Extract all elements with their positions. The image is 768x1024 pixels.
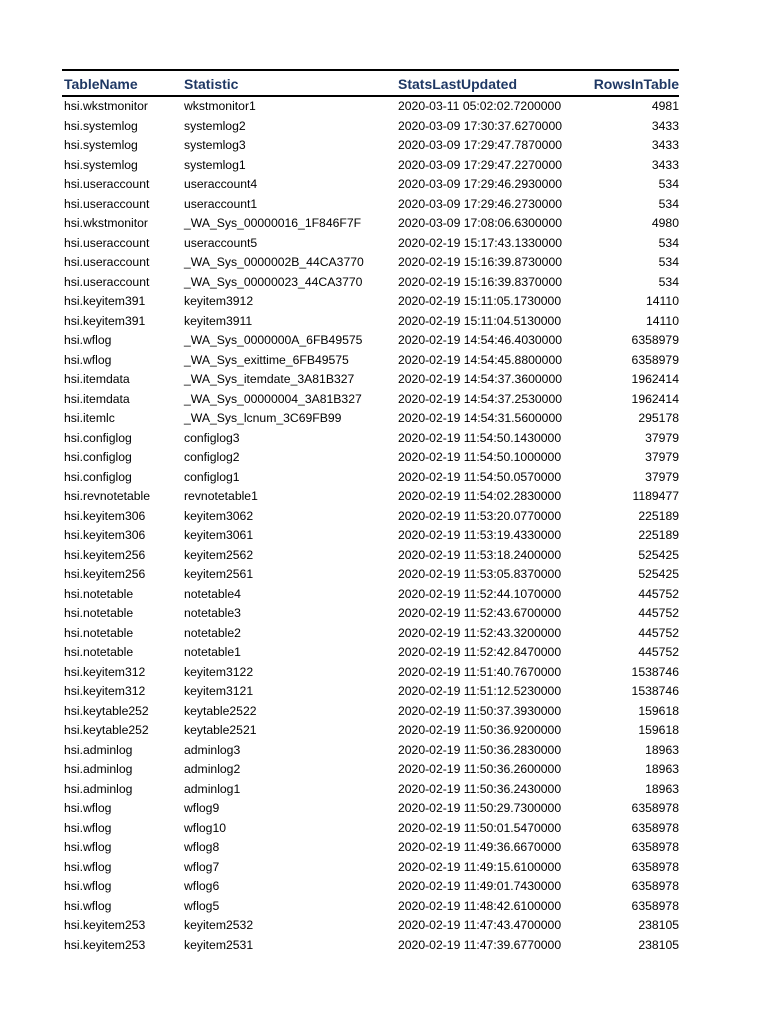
cell-rows-in-table: 534 xyxy=(658,235,679,250)
header-row xyxy=(62,70,679,96)
table-row xyxy=(62,331,679,351)
cell-stats-last-updated: 2020-02-19 11:47:39.6770000 xyxy=(398,937,562,952)
cell-table-name: hsi.useraccount xyxy=(64,274,150,289)
cell-statistic: wkstmonitor1 xyxy=(184,99,256,113)
cell-table-name: hsi.adminlog xyxy=(64,781,133,796)
cell-rows-in-table: 445752 xyxy=(638,645,679,659)
header-rows-in-table: RowsInTable xyxy=(576,70,679,96)
cell-statistic: adminlog2 xyxy=(184,762,241,776)
cell-rows-in-table: 18963 xyxy=(645,742,679,757)
cell-statistic: keyitem3122 xyxy=(184,664,254,679)
cell-stats-last-updated: 2020-02-19 11:50:01.5470000 xyxy=(398,820,562,835)
cell-table-name: hsi.keyitem312 xyxy=(64,684,146,698)
cell-table-name: hsi.notetable xyxy=(64,586,134,601)
cell-statistic: systemlog1 xyxy=(184,157,246,172)
cell-table-name: hsi.wflog xyxy=(64,820,112,835)
cell-table-name: hsi.wflog xyxy=(64,352,112,367)
table-body xyxy=(62,96,679,955)
header-stats-last-updated: StatsLastUpdated xyxy=(396,70,576,96)
table-row xyxy=(62,643,679,663)
cell-table-name: hsi.configlog xyxy=(64,469,132,484)
cell-table-name: hsi.wflog xyxy=(64,801,112,815)
table-row xyxy=(62,234,679,254)
table-row xyxy=(62,351,679,371)
cell-statistic: _WA_Sys_00000023_44CA3770 xyxy=(184,274,363,289)
table-row xyxy=(62,780,679,800)
cell-rows-in-table: 6358979 xyxy=(631,352,679,367)
cell-table-name: hsi.systemlog xyxy=(64,118,138,133)
header-table-name: TableName xyxy=(62,70,182,96)
stats-sheet xyxy=(62,69,679,955)
cell-table-name: hsi.notetable xyxy=(64,606,134,620)
cell-table-name: hsi.configlog xyxy=(64,450,132,464)
table-row xyxy=(62,916,679,936)
cell-table-name: hsi.systemlog xyxy=(64,157,138,172)
cell-rows-in-table: 37979 xyxy=(645,430,679,445)
cell-statistic: configlog1 xyxy=(184,469,240,484)
cell-rows-in-table: 1189477 xyxy=(632,489,679,503)
cell-rows-in-table: 534 xyxy=(658,255,679,269)
cell-table-name: hsi.useraccount xyxy=(64,177,150,191)
table-row xyxy=(62,682,679,702)
cell-statistic: wflog6 xyxy=(184,879,220,893)
cell-stats-last-updated: 2020-03-09 17:29:47.7870000 xyxy=(398,138,563,152)
cell-table-name: hsi.keyitem391 xyxy=(64,313,146,328)
cell-stats-last-updated: 2020-02-19 11:50:36.9200000 xyxy=(398,723,562,737)
cell-statistic: keyitem3061 xyxy=(184,528,254,542)
cell-stats-last-updated: 2020-02-19 14:54:45.8800000 xyxy=(398,352,563,367)
table-row xyxy=(62,292,679,312)
cell-table-name: hsi.keyitem253 xyxy=(64,918,146,932)
table-row xyxy=(62,273,679,293)
cell-statistic: _WA_Sys_00000004_3A81B327 xyxy=(184,391,362,406)
cell-table-name: hsi.itemdata xyxy=(64,391,130,406)
cell-stats-last-updated: 2020-02-19 11:52:43.6700000 xyxy=(398,606,562,620)
cell-rows-in-table: 6358978 xyxy=(631,840,679,854)
cell-rows-in-table: 37979 xyxy=(645,450,679,464)
cell-statistic: configlog3 xyxy=(184,430,240,445)
cell-statistic: keyitem3062 xyxy=(184,508,254,523)
cell-stats-last-updated: 2020-02-19 15:16:39.8370000 xyxy=(398,274,563,289)
cell-rows-in-table: 534 xyxy=(658,274,679,289)
table-row xyxy=(62,721,679,741)
table-row xyxy=(62,312,679,332)
cell-statistic: adminlog1 xyxy=(184,781,241,796)
cell-rows-in-table: 159618 xyxy=(638,723,679,737)
cell-rows-in-table: 6358978 xyxy=(631,898,679,913)
table-row xyxy=(62,858,679,878)
cell-statistic: useraccount5 xyxy=(184,235,258,250)
cell-stats-last-updated: 2020-02-19 11:51:40.7670000 xyxy=(398,664,562,679)
cell-table-name: hsi.systemlog xyxy=(64,138,138,152)
cell-table-name: hsi.keyitem391 xyxy=(64,294,146,308)
cell-stats-last-updated: 2020-02-19 11:54:50.0570000 xyxy=(398,469,562,484)
cell-rows-in-table: 525425 xyxy=(638,547,679,562)
cell-statistic: wflog5 xyxy=(184,898,220,913)
cell-statistic: _WA_Sys_itemdate_3A81B327 xyxy=(184,372,355,386)
cell-statistic: useraccount4 xyxy=(184,177,258,191)
table-row xyxy=(62,877,679,897)
cell-table-name: hsi.revnotetable xyxy=(64,489,151,503)
cell-stats-last-updated: 2020-02-19 11:49:01.7430000 xyxy=(398,879,562,893)
cell-table-name: hsi.notetable xyxy=(64,645,134,659)
cell-rows-in-table: 445752 xyxy=(638,586,679,601)
cell-stats-last-updated: 2020-02-19 14:54:31.5600000 xyxy=(398,411,563,425)
table-row xyxy=(62,897,679,917)
cell-rows-in-table: 6358979 xyxy=(631,333,679,347)
cell-rows-in-table: 3433 xyxy=(651,118,679,133)
table-row xyxy=(62,96,679,117)
cell-rows-in-table: 18963 xyxy=(645,781,679,796)
cell-statistic: wflog9 xyxy=(184,801,220,815)
table-row xyxy=(62,565,679,585)
cell-stats-last-updated: 2020-02-19 11:50:36.2600000 xyxy=(398,762,562,776)
cell-stats-last-updated: 2020-02-19 11:53:20.0770000 xyxy=(398,508,562,523)
cell-rows-in-table: 225189 xyxy=(638,528,679,542)
cell-table-name: hsi.itemdata xyxy=(64,372,130,386)
table-row xyxy=(62,136,679,156)
cell-table-name: hsi.wflog xyxy=(64,898,112,913)
cell-stats-last-updated: 2020-03-09 17:29:46.2730000 xyxy=(398,196,563,211)
cell-statistic: revnotetable1 xyxy=(184,489,258,503)
cell-table-name: hsi.notetable xyxy=(64,625,134,640)
cell-stats-last-updated: 2020-02-19 11:54:50.1430000 xyxy=(398,430,562,445)
cell-table-name: hsi.configlog xyxy=(64,430,132,445)
header-statistic: Statistic xyxy=(182,70,396,96)
cell-rows-in-table: 6358978 xyxy=(631,820,679,835)
cell-rows-in-table: 1962414 xyxy=(631,391,679,406)
cell-rows-in-table: 14110 xyxy=(646,294,679,308)
cell-stats-last-updated: 2020-02-19 11:47:43.4700000 xyxy=(398,918,562,932)
table-row xyxy=(62,468,679,488)
cell-table-name: hsi.wkstmonitor xyxy=(64,216,148,230)
cell-statistic: keytable2521 xyxy=(184,723,257,737)
cell-stats-last-updated: 2020-02-19 11:54:02.2830000 xyxy=(398,489,562,503)
cell-table-name: hsi.useraccount xyxy=(64,196,150,211)
cell-statistic: keyitem3912 xyxy=(184,294,254,308)
table-row xyxy=(62,546,679,566)
cell-stats-last-updated: 2020-02-19 15:11:04.5130000 xyxy=(398,313,562,328)
cell-stats-last-updated: 2020-03-11 05:02:02.7200000 xyxy=(398,99,562,113)
cell-statistic: _WA_Sys_lcnum_3C69FB99 xyxy=(184,411,342,425)
cell-stats-last-updated: 2020-02-19 11:52:43.3200000 xyxy=(398,625,562,640)
cell-statistic: keyitem2532 xyxy=(184,918,254,932)
cell-statistic: wflog8 xyxy=(184,840,220,854)
cell-table-name: hsi.wflog xyxy=(64,859,112,874)
cell-statistic: _WA_Sys_0000000A_6FB49575 xyxy=(184,333,363,347)
cell-stats-last-updated: 2020-02-19 14:54:37.3600000 xyxy=(398,372,563,386)
table-row xyxy=(62,390,679,410)
cell-table-name: hsi.keyitem253 xyxy=(64,937,146,952)
cell-statistic: wflog7 xyxy=(184,859,220,874)
cell-table-name: hsi.keyitem256 xyxy=(64,567,146,581)
table-row xyxy=(62,156,679,176)
cell-stats-last-updated: 2020-02-19 11:52:44.1070000 xyxy=(398,586,562,601)
table-row xyxy=(62,117,679,137)
cell-stats-last-updated: 2020-02-19 15:17:43.1330000 xyxy=(398,235,563,250)
table-row xyxy=(62,819,679,839)
cell-rows-in-table: 6358978 xyxy=(631,859,679,874)
table-row xyxy=(62,175,679,195)
table-row xyxy=(62,370,679,390)
cell-rows-in-table: 238105 xyxy=(638,918,679,932)
cell-rows-in-table: 1962414 xyxy=(631,372,679,386)
cell-table-name: hsi.itemlc xyxy=(64,411,115,425)
cell-statistic: systemlog3 xyxy=(184,138,246,152)
cell-table-name: hsi.keytable252 xyxy=(64,703,149,718)
table-row xyxy=(62,936,679,956)
cell-stats-last-updated: 2020-02-19 11:54:50.1000000 xyxy=(398,450,562,464)
cell-stats-last-updated: 2020-02-19 14:54:37.2530000 xyxy=(398,391,563,406)
cell-statistic: notetable1 xyxy=(184,645,241,659)
cell-table-name: hsi.keyitem312 xyxy=(64,664,146,679)
cell-rows-in-table: 4980 xyxy=(651,216,679,230)
table-row xyxy=(62,507,679,527)
cell-table-name: hsi.wflog xyxy=(64,840,112,854)
table-row xyxy=(62,526,679,546)
table-row xyxy=(62,838,679,858)
cell-stats-last-updated: 2020-02-19 11:53:05.8370000 xyxy=(398,567,562,581)
table-row xyxy=(62,624,679,644)
cell-stats-last-updated: 2020-02-19 11:48:42.6100000 xyxy=(398,898,562,913)
cell-statistic: keyitem3121 xyxy=(184,684,254,698)
cell-table-name: hsi.wkstmonitor xyxy=(64,99,148,113)
cell-stats-last-updated: 2020-03-09 17:29:47.2270000 xyxy=(398,157,563,172)
table-header xyxy=(62,70,679,96)
cell-rows-in-table: 6358978 xyxy=(631,879,679,893)
cell-rows-in-table: 6358978 xyxy=(631,801,679,815)
cell-stats-last-updated: 2020-02-19 14:54:46.4030000 xyxy=(398,333,563,347)
table-row xyxy=(62,214,679,234)
cell-stats-last-updated: 2020-02-19 11:50:36.2830000 xyxy=(398,742,562,757)
cell-statistic: keyitem2562 xyxy=(184,547,254,562)
cell-stats-last-updated: 2020-02-19 15:11:05.1730000 xyxy=(398,294,562,308)
cell-stats-last-updated: 2020-02-19 11:50:36.2430000 xyxy=(398,781,562,796)
table-row xyxy=(62,448,679,468)
table-row xyxy=(62,799,679,819)
cell-rows-in-table: 37979 xyxy=(645,469,679,484)
table-row xyxy=(62,487,679,507)
cell-stats-last-updated: 2020-02-19 15:16:39.8730000 xyxy=(398,255,563,269)
cell-rows-in-table: 1538746 xyxy=(631,684,679,698)
cell-stats-last-updated: 2020-02-19 11:49:36.6670000 xyxy=(398,840,562,854)
cell-table-name: hsi.useraccount xyxy=(64,255,150,269)
table-row xyxy=(62,253,679,273)
cell-table-name: hsi.keyitem306 xyxy=(64,528,146,542)
table-row xyxy=(62,585,679,605)
cell-stats-last-updated: 2020-02-19 11:51:12.5230000 xyxy=(398,684,562,698)
table-row xyxy=(62,663,679,683)
cell-statistic: _WA_Sys_exittime_6FB49575 xyxy=(184,352,349,367)
table-row xyxy=(62,760,679,780)
cell-statistic: keyitem2531 xyxy=(184,937,254,952)
cell-table-name: hsi.keyitem256 xyxy=(64,547,146,562)
table-row xyxy=(62,195,679,215)
cell-statistic: configlog2 xyxy=(184,450,240,464)
cell-table-name: hsi.wflog xyxy=(64,333,112,347)
cell-rows-in-table: 445752 xyxy=(638,606,679,620)
cell-stats-last-updated: 2020-02-19 11:53:19.4330000 xyxy=(398,528,562,542)
cell-rows-in-table: 238105 xyxy=(638,937,679,952)
cell-stats-last-updated: 2020-03-09 17:29:46.2930000 xyxy=(398,177,563,191)
cell-table-name: hsi.useraccount xyxy=(64,235,150,250)
cell-table-name: hsi.keyitem306 xyxy=(64,508,146,523)
cell-statistic: notetable2 xyxy=(184,625,241,640)
cell-statistic: systemlog2 xyxy=(184,118,246,133)
cell-statistic: keyitem2561 xyxy=(184,567,254,581)
table-row xyxy=(62,702,679,722)
cell-table-name: hsi.adminlog xyxy=(64,742,133,757)
cell-statistic: useraccount1 xyxy=(184,196,258,211)
cell-rows-in-table: 159618 xyxy=(638,703,679,718)
cell-rows-in-table: 18963 xyxy=(645,762,679,776)
cell-statistic: wflog10 xyxy=(184,820,227,835)
cell-rows-in-table: 3433 xyxy=(651,157,679,172)
cell-table-name: hsi.adminlog xyxy=(64,762,133,776)
cell-rows-in-table: 4981 xyxy=(651,99,679,113)
cell-table-name: hsi.wflog xyxy=(64,879,112,893)
cell-statistic: notetable4 xyxy=(184,586,241,601)
cell-rows-in-table: 1538746 xyxy=(631,664,679,679)
table-row xyxy=(62,741,679,761)
cell-statistic: keyitem3911 xyxy=(184,313,253,328)
cell-table-name: hsi.keytable252 xyxy=(64,723,149,737)
cell-statistic: _WA_Sys_0000002B_44CA3770 xyxy=(184,255,364,269)
cell-rows-in-table: 525425 xyxy=(638,567,679,581)
cell-stats-last-updated: 2020-02-19 11:52:42.8470000 xyxy=(398,645,562,659)
cell-stats-last-updated: 2020-02-19 11:53:18.2400000 xyxy=(398,547,562,562)
cell-rows-in-table: 445752 xyxy=(638,625,679,640)
cell-rows-in-table: 3433 xyxy=(651,138,679,152)
cell-stats-last-updated: 2020-03-09 17:08:06.6300000 xyxy=(398,216,563,230)
cell-statistic: _WA_Sys_00000016_1F846F7F xyxy=(184,216,362,230)
cell-statistic: notetable3 xyxy=(184,606,241,620)
cell-rows-in-table: 14110 xyxy=(646,313,679,328)
table-row xyxy=(62,604,679,624)
cell-stats-last-updated: 2020-02-19 11:50:29.7300000 xyxy=(398,801,562,815)
cell-rows-in-table: 534 xyxy=(658,196,679,211)
cell-statistic: keytable2522 xyxy=(184,703,257,718)
table-row xyxy=(62,409,679,429)
cell-rows-in-table: 534 xyxy=(658,177,679,191)
table-row xyxy=(62,429,679,449)
statistics-table xyxy=(62,69,679,955)
cell-stats-last-updated: 2020-02-19 11:50:37.3930000 xyxy=(398,703,562,718)
cell-stats-last-updated: 2020-03-09 17:30:37.6270000 xyxy=(398,118,563,133)
cell-stats-last-updated: 2020-02-19 11:49:15.6100000 xyxy=(398,859,562,874)
cell-rows-in-table: 225189 xyxy=(638,508,679,523)
cell-statistic: adminlog3 xyxy=(184,742,241,757)
cell-rows-in-table: 295178 xyxy=(638,411,679,425)
